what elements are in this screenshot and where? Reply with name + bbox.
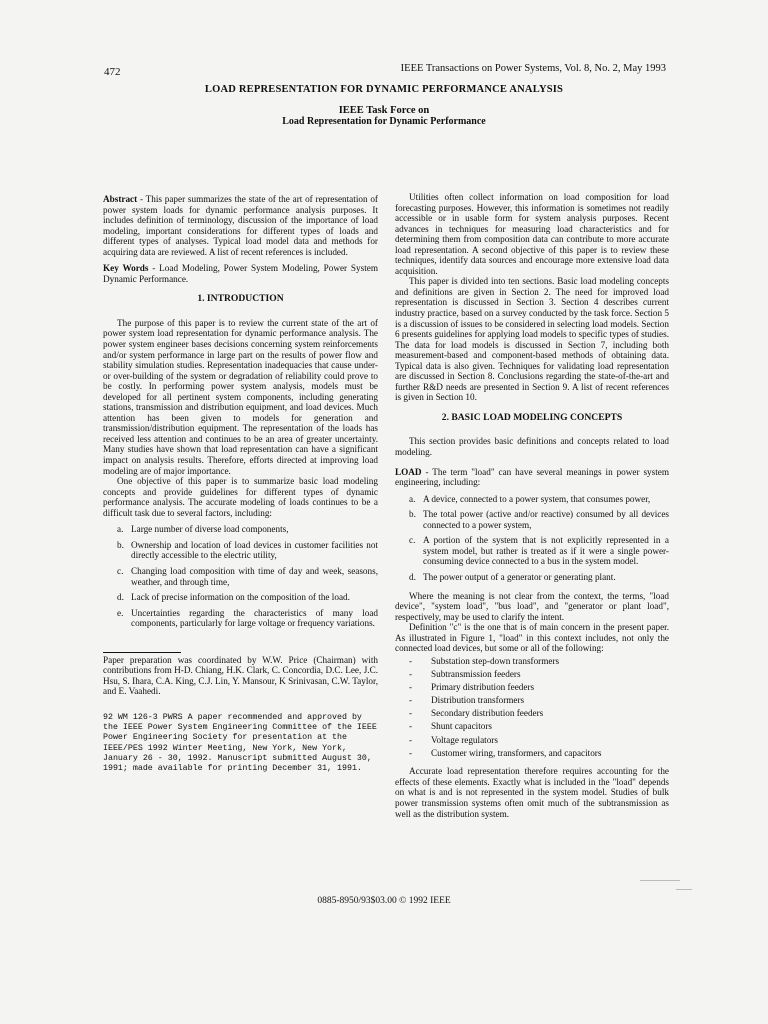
list-item: - Shunt capacitors <box>409 721 492 732</box>
section-2-heading: 2. BASIC LOAD MODELING CONCEPTS <box>441 411 623 423</box>
scan-mark <box>640 880 680 881</box>
footnote-rule <box>103 652 181 653</box>
journal-header: IEEE Transactions on Power Systems, Vol. 8, No. 2, May 1993 <box>400 63 666 74</box>
paragraph: Accurate load representation therefore requires accounting for the effects of these elements. Exactly what is included in the "load" depends on what is and is not represented in the system model. Studies of bulk power transmission systems often omit much of the subtransmission as well as the distribution system. <box>395 766 669 819</box>
list-item: b. Ownership and location of load devices in customer facilities not directly accessible to the electric utility, <box>117 539 378 561</box>
copyright-footer: 0885-8950/93$03.00 © 1992 IEEE <box>317 896 451 906</box>
left-column <box>103 194 378 775</box>
paragraph: Utilities often collect information on load composition for load forecasting purposes. However, this information is sometimes not readily accessible or in usable form for system analysis purposes. Recent advances in techniques for measuring load characteristics and for determining them from composition data can contribute to more accurate load representation. A second objective of this paper is to review these techniques, identify data sources and encourage more extensive load data acquisition. <box>395 192 669 276</box>
components-list <box>395 656 669 759</box>
list-item: - Subtransmission feeders <box>409 668 521 679</box>
list-item: b. The total power (active and/or reactive) consumed by all devices connected to a power system, <box>409 509 669 530</box>
list-item: c. Changing load composition with time of day and week, seasons, weather, and through time, <box>117 565 378 587</box>
keywords-text: - Load Modeling, Power System Modeling, Power System Dynamic Performance. <box>103 263 378 284</box>
paragraph: This section provides basic definitions and concepts related to load modeling. <box>395 436 669 458</box>
intro-paragraph-1: The purpose of this paper is to review the current state of the art of power system load representation for dynamic performance analysis. The power system engineer bases decisions concerning system reinforcements and/or system performance in large part on the results of power flow and stability simulation studies. Representation inadequacies that cause under- or over-building of the system or degradation of reliability could prove to be costly. In performing power system analysis, models must be developed for all pertinent system components, including generating stations, transmission and distribution equipment, and load devices. Much attention has been given to models for generation and transmission/distribution equipment. The representation of the loads has received less attention and continues to be an area of greater uncertainty. Many studies have shown that load representation can have a significant impact on analysis results. Therefore, efforts directed at improving load modeling are of major importance. <box>103 317 378 476</box>
list-item: - Secondary distribution feeders <box>409 708 544 719</box>
list-item: - Customer wiring, transformers, and capacitors <box>409 747 602 758</box>
paper-info: 92 WM 126-3 PWRS A paper recommended and approved by the IEEE Power System Engineering Committee of the IEEE Power Engineering Society for presentation at the IEEE/PES 1992 Winter Meeting, New York, New York, January 26 - 30, 1992. Manuscript submitted August 30, 1991; made available for printing December 31, 1991. <box>103 712 377 774</box>
list-item: a. A device, connected to a power system, that consumes power, <box>409 493 651 504</box>
list-item: - Distribution transformers <box>409 695 525 706</box>
factors-list <box>103 524 378 628</box>
intro-paragraph-2: One objective of this paper is to summarize basic load modeling concepts and provide guidelines for different types of dynamic performance analysis. The accurate modeling of loads continues to be a difficult task due to several factors, including: <box>103 476 378 518</box>
list-item: e. Uncertainties regarding the characteristics of many load components, particularly for large voltage or frequency variations. <box>117 607 378 629</box>
paper-title: LOAD REPRESENTATION FOR DYNAMIC PERFORMANCE ANALYSIS <box>204 84 564 95</box>
list-item: - Primary distribution feeders <box>409 682 535 693</box>
right-column <box>395 192 669 819</box>
page-number: 472 <box>104 66 121 78</box>
load-definition <box>395 467 669 488</box>
section-1-heading: 1. INTRODUCTION <box>197 293 284 305</box>
author-line-2: Load Representation for Dynamic Performance <box>282 116 486 127</box>
load-label: LOAD <box>395 466 422 477</box>
abstract-text: - This paper summarizes the state of the art of representation of power system loads for dynamic performance analysis purposes. It includes definition of terminology, discussion of the importance of load modeling, important considerations for different types of loads and different types of analyses. Typical load model data and methods for acquiring data are reviewed. A list of recent references is included. <box>103 194 378 257</box>
list-item: a. Large number of diverse load components, <box>117 524 289 535</box>
abstract-label: Abstract <box>103 194 138 204</box>
list-item: - Substation step-down transformers <box>409 655 560 666</box>
list-item: d. Lack of precise information on the composition of the load. <box>117 592 350 603</box>
author-line-1: IEEE Task Force on <box>338 105 430 116</box>
list-item: c. A portion of the system that is not explicitly represented in a system model, but rather is treated as if it were a single power-consuming device connected to a bus in the system model. <box>409 535 669 567</box>
abstract <box>103 194 378 257</box>
paragraph: This paper is divided into ten sections. Basic load modeling concepts and definitions are given in Section 2. The need for improved load representation is discussed in Section 3. Section 4 describes current industry practice, based on a survey conducted by the task force. Section 5 is a discussion of issues to be considered in selecting load models. Section 6 presents guidelines for applying load models to specific types of studies. The data for load models is discussed in Section 7, including both measurement-based and component-based methods of obtaining data. Typical data is also given. Techniques for validating load representation are discussed in Section 8. Conclusions regarding the state-of-the-art and further R&D needs are presented in Section 9. A list of recent references is given in Section 10. <box>395 276 670 403</box>
paragraph: Where the meaning is not clear from the context, the terms, "load device", "system load", "bus load", and "generator or plant load", respectively, may be used to clarify the intent. <box>395 590 669 622</box>
meanings-list <box>395 494 669 583</box>
footnote: Paper preparation was coordinated by W.W. Price (Chairman) with contributions from H-D. Chiang, H.K. Clark, C. Concordia, D.C. Lee, J.C. Hsu, S. Ihara, C.A. King, C.J. Lin, Y. Mansour, K Srinivasan, C.W. Taylor, and E. Vaahedi. <box>103 654 378 697</box>
keywords-label: Key Words <box>103 263 149 274</box>
list-item: - Voltage regulators <box>409 734 498 745</box>
load-text: - The term "load" can have several meanings in power system engineering, including: <box>395 466 669 488</box>
keywords <box>103 263 378 284</box>
list-item: d. The power output of a generator or generating plant. <box>409 571 616 582</box>
paragraph: Definition "c" is the one that is of main concern in the present paper. As illustrated in Figure 1, "load" in this context includes, not only the connected load devices, but some or all of the following: <box>395 622 669 654</box>
scan-mark <box>676 889 692 890</box>
